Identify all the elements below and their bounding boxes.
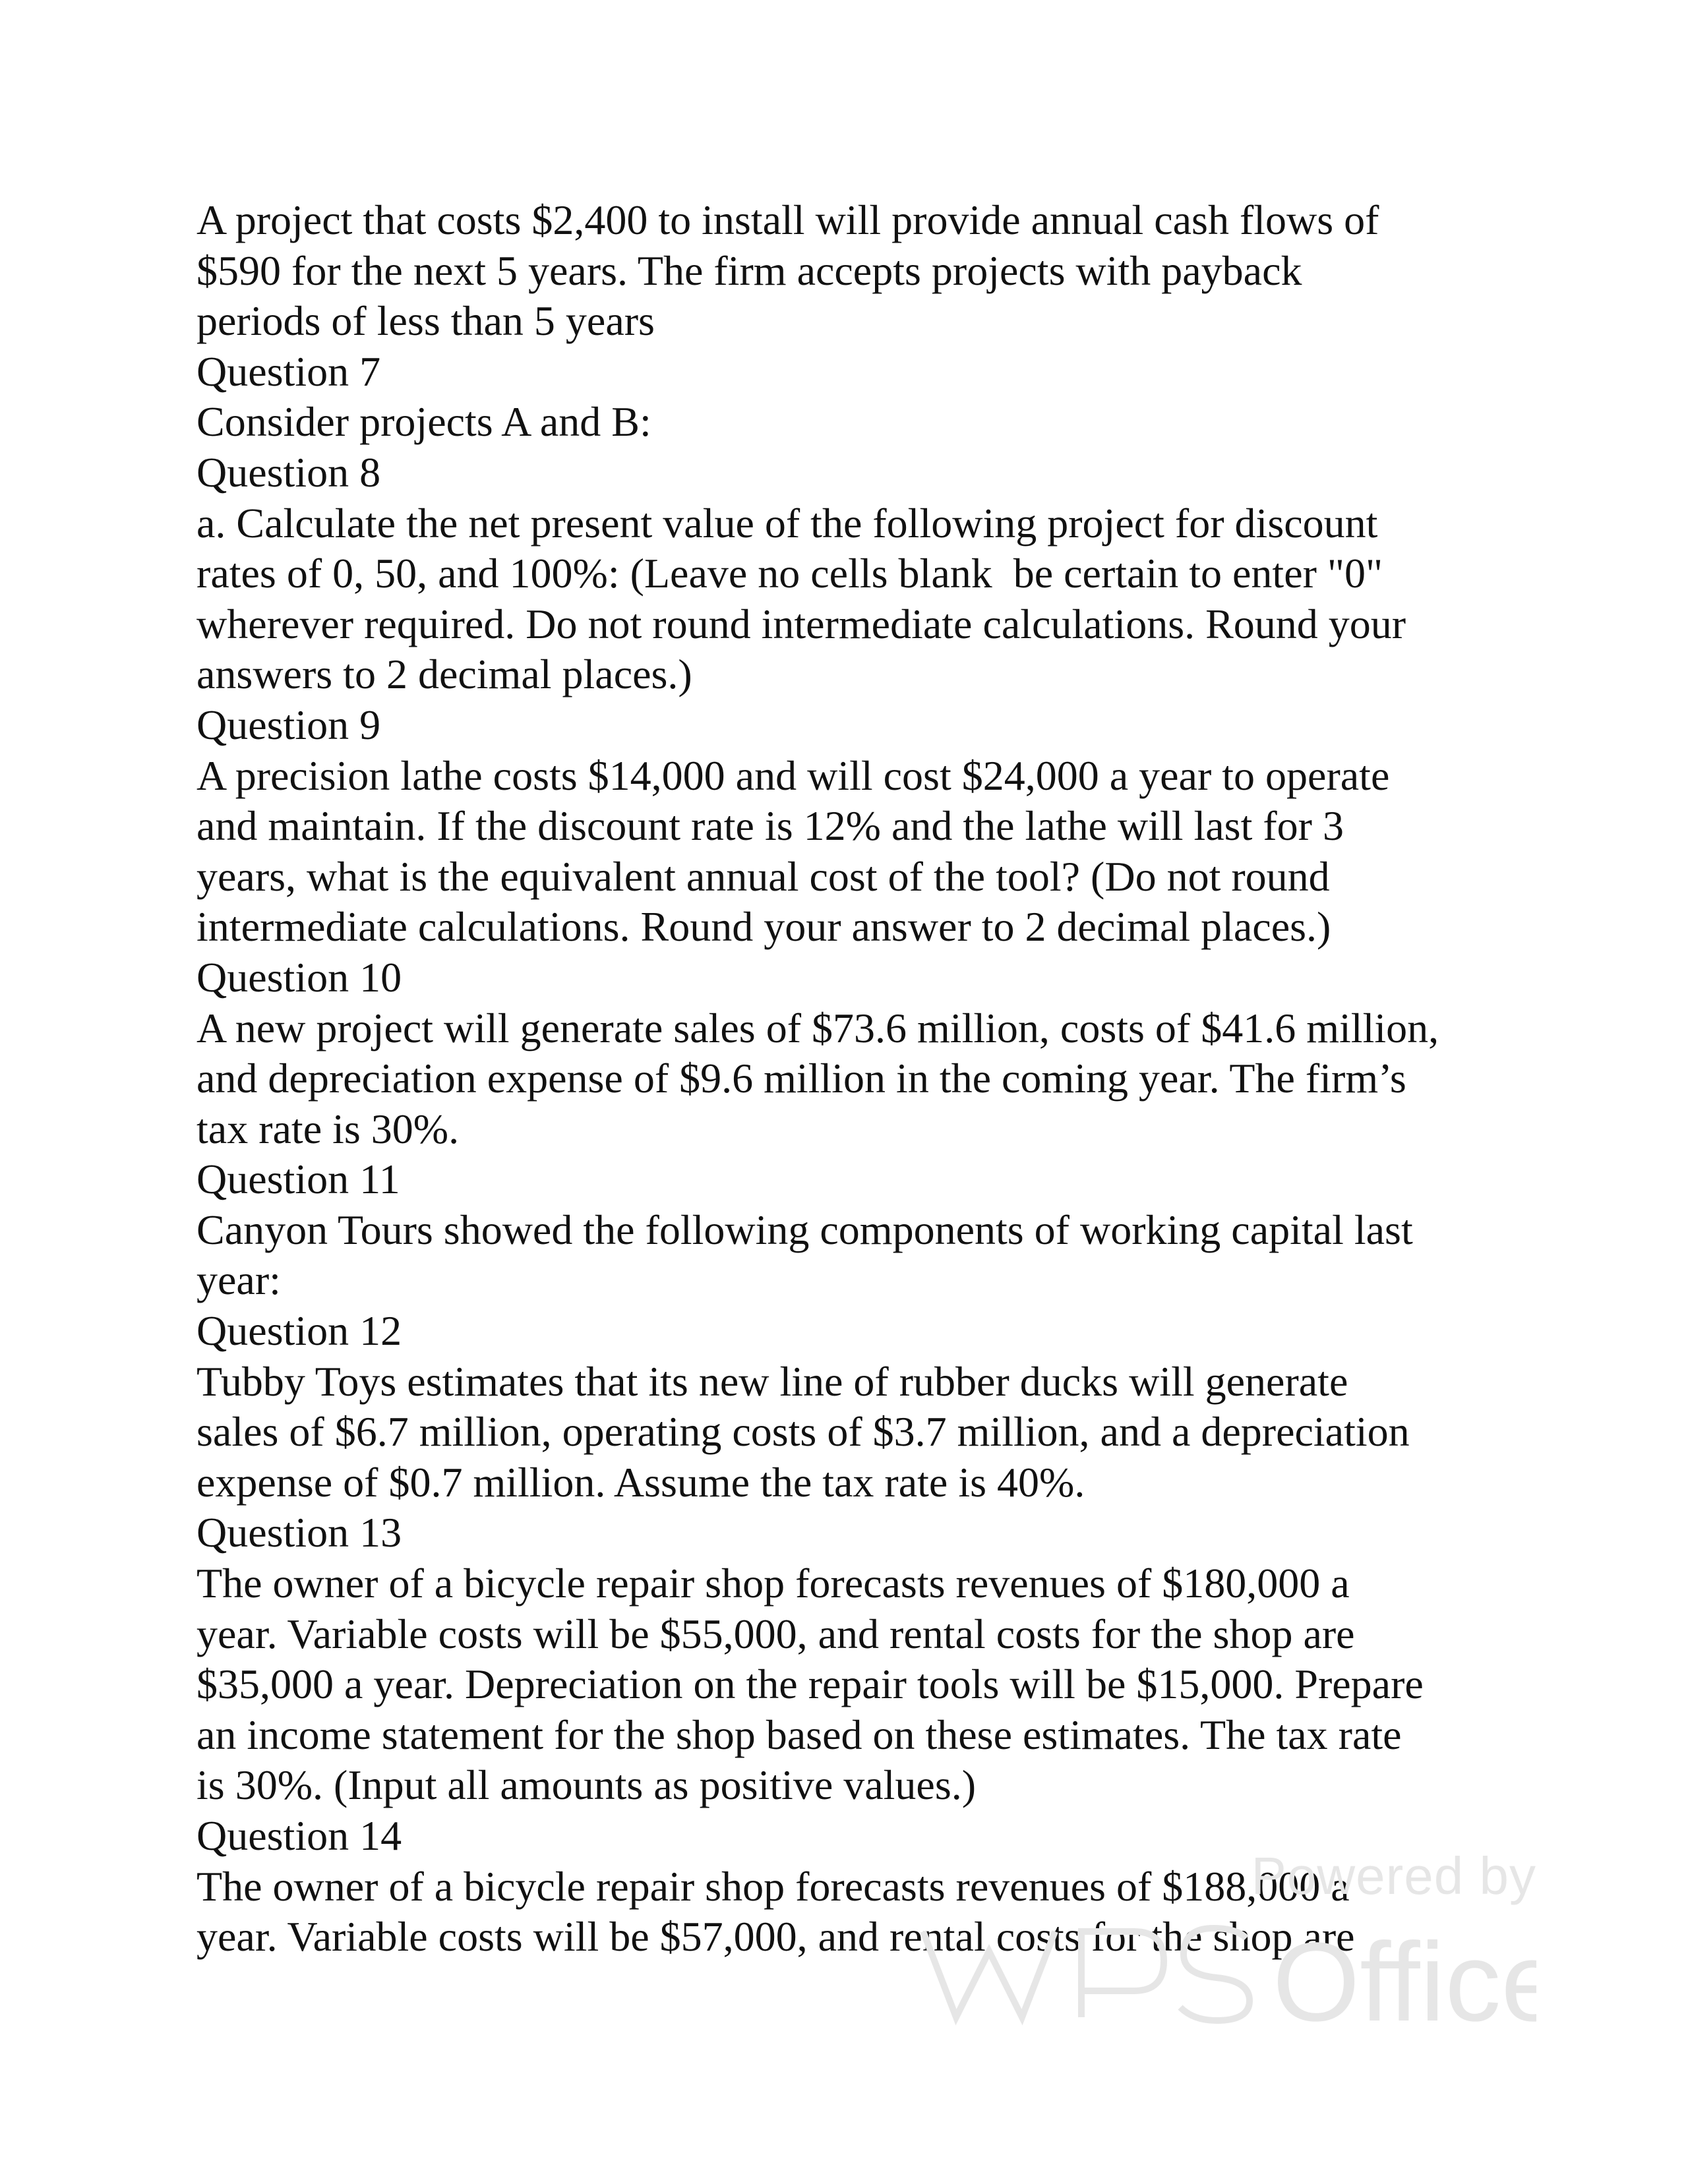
- text-line: expense of $0.7 million. Assume the tax rate is 40%.: [196, 1458, 1085, 1506]
- question-heading: Question 13: [196, 1509, 402, 1556]
- text-line: year. Variable costs will be $57,000, and rental costs for the shop are: [196, 1913, 1355, 1961]
- question-heading: Question 10: [196, 953, 402, 1001]
- text-line: answers to 2 decimal places.): [196, 651, 692, 698]
- text-line: year. Variable costs will be $55,000, and rental costs for the shop are: [196, 1610, 1355, 1657]
- question-heading: Question 9: [196, 701, 381, 748]
- text-line: rates of 0, 50, and 100%: (Leave no cells blank be certain to enter "0": [196, 550, 1383, 597]
- text-line: sales of $6.7 million, operating costs of $3.7 million, and a depreciation: [196, 1408, 1410, 1456]
- question-heading: Question 14: [196, 1812, 402, 1859]
- watermark-office-word: Office: [1273, 1920, 1536, 2037]
- question-heading: Question 8: [196, 448, 381, 496]
- text-line: Consider projects A and B:: [196, 398, 651, 446]
- question-heading: Question 7: [196, 347, 381, 395]
- text-line: A new project will generate sales of $73.6 million, costs of $41.6 million,: [196, 1004, 1439, 1051]
- text-line: intermediate calculations. Round your answer to 2 decimal places.): [196, 903, 1331, 951]
- text-line: The owner of a bicycle repair shop forecasts revenues of $180,000 a: [196, 1560, 1350, 1607]
- text-line: and maintain. If the discount rate is 12% and the lathe will last for 3: [196, 802, 1344, 850]
- text-line: $590 for the next 5 years. The firm accepts projects with payback: [196, 247, 1302, 294]
- text-line: periods of less than 5 years: [196, 297, 655, 345]
- text-line: $35,000 a year. Depreciation on the repair tools will be $15,000. Prepare: [196, 1661, 1424, 1708]
- text-line: a. Calculate the net present value of the following project for discount: [196, 499, 1378, 546]
- text-line: year:: [196, 1256, 281, 1304]
- text-line: A project that costs $2,400 to install will provide annual cash flows of: [196, 196, 1379, 243]
- question-heading: Question 11: [196, 1156, 400, 1203]
- watermark-powered-by: Powered by: [1251, 1846, 1536, 1905]
- text-line: wherever required. Do not round intermediate calculations. Round your: [196, 600, 1406, 647]
- text-line: tax rate is 30%.: [196, 1105, 460, 1152]
- document-body: [196, 195, 1542, 1963]
- text-line: and depreciation expense of $9.6 million in the coming year. The firm’s: [196, 1055, 1406, 1102]
- text-line: is 30%. (Input all amounts as positive values.): [196, 1761, 977, 1809]
- text-line: Tubby Toys estimates that its new line of rubber ducks will generate: [196, 1357, 1348, 1405]
- text-line: an income statement for the shop based on these estimates. The tax rate: [196, 1711, 1402, 1758]
- text-line: The owner of a bicycle repair shop forecasts revenues of $188,000 a: [196, 1862, 1350, 1910]
- question-heading: Question 12: [196, 1307, 402, 1355]
- text-line: years, what is the equivalent annual cost of the tool? (Do not round: [196, 852, 1330, 900]
- text-line: Canyon Tours showed the following components of working capital last: [196, 1206, 1413, 1253]
- text-line: A precision lathe costs $14,000 and will cost $24,000 a year to operate: [196, 752, 1390, 799]
